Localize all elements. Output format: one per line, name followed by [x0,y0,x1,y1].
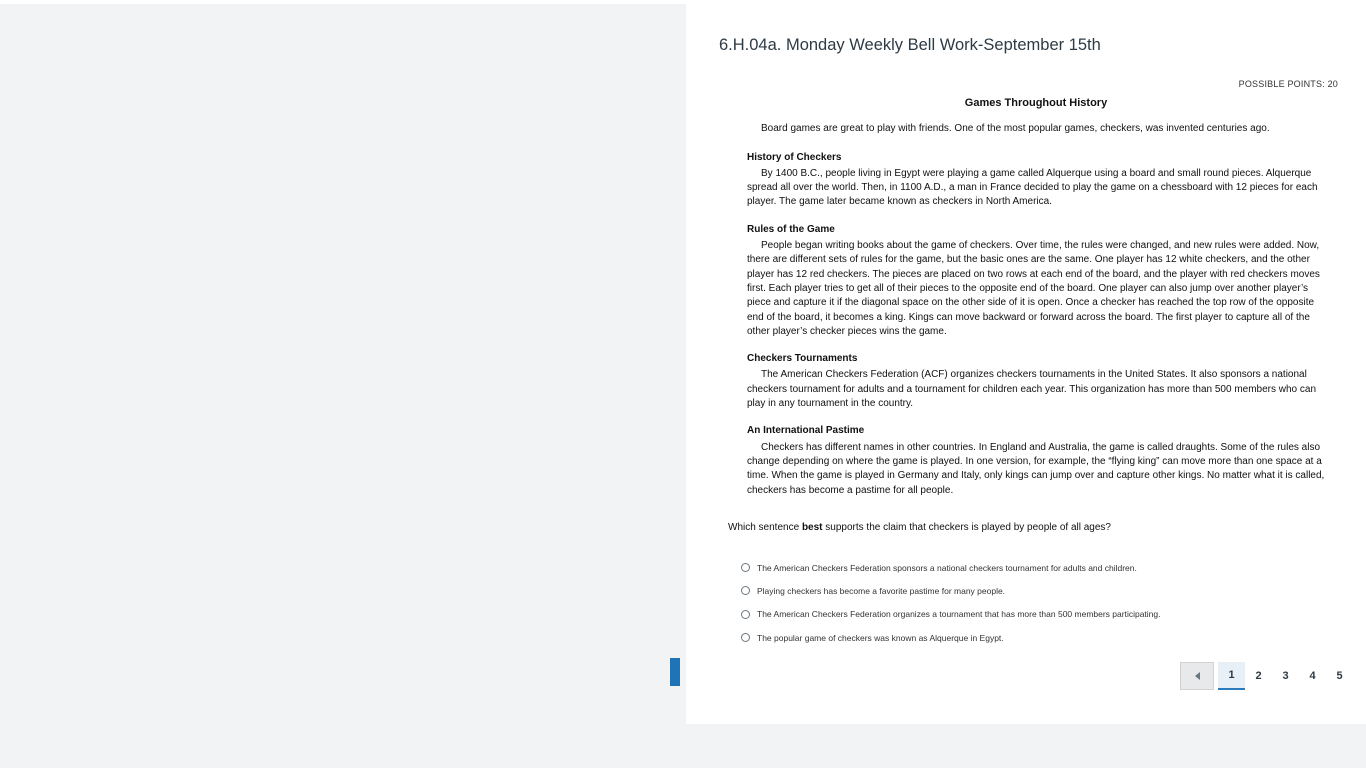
passage-title: Games Throughout History [964,97,1108,109]
passage-intro: Board games are great to play with friends. One of the most popular games, checkers, was invented centuries ago. [761,123,1270,135]
passage-section-tournaments [747,352,1325,411]
reading-passage [747,96,1325,511]
question-emphasis: best [801,522,823,533]
page-4-button[interactable]: 4 [1309,670,1316,682]
previous-page-button[interactable] [1180,662,1214,690]
question-prompt [728,522,1111,533]
answer-label: The American Checkers Federation organizes a tournament that has more than 500 members participating. [757,609,1161,620]
radio-button[interactable] [741,610,750,619]
answer-label: The popular game of checkers was known as Alquerque in Egypt. [757,632,1004,643]
question-pagination [1180,661,1353,691]
section-heading: Checkers Tournaments [747,353,858,365]
page-1-button[interactable]: 1 [1218,662,1245,690]
section-heading: History of Checkers [747,151,842,163]
section-body: The American Checkers Federation (ACF) organizes checkers tournaments in the United States. It also sponsors a national checkers tournament for adults and a tournament for children each year. This organization has more than 500 members who can play in any tournament in the country. [747,369,1317,410]
triangle-left-icon [1195,672,1200,680]
section-heading: Rules of the Game [747,223,835,235]
page-2-button[interactable]: 2 [1255,670,1262,682]
possible-points: POSSIBLE POINTS: 20 [1238,79,1338,89]
page-5-button[interactable]: 5 [1336,670,1343,682]
radio-button[interactable] [741,586,750,595]
left-empty-pane [0,4,686,768]
section-body: By 1400 B.C., people living in Egypt were playing a game called Alquerque using a board and small round pieces. Alquerque spread all over the world. Then, in 1100 A.D., a man in France decided to play the game on a chessboard with 12 pieces for each player. The game later became known as checkers in North America. [747,167,1318,208]
answer-option-4[interactable] [741,626,1301,649]
section-heading: An International Pastime [747,425,865,437]
quiz-title: 6.H.04a. Monday Weekly Bell Work-September 15th [719,36,1101,54]
section-body: Checkers has different names in other countries. In England and Australia, the game is called draughts. Some of the rules also change depending on where the game is played. In one version, for example, the “flying king” can move more than one space at a time. When the game is played in Germany and Italy, only kings can jump over and capture other kings. No matter what it is called, checkers has become a pastime for all people. [747,441,1325,496]
section-body: People began writing books about the game of checkers. Over time, the rules were changed, and new rules were added. Now, there are different sets of rules for the game, but the basic ones are the same. One player has 12 white checkers, and the other player has 12 red checkers. The pieces are placed on two rows at each end of the board, and the player with red checkers moves first. Each player tries to get all of their pieces to the opposite end of the board. One player can also jump over another player’s piece and capture it if the diagonal space on the other side of it is open. Once a checker has reached the top row of the opposite end of the board, it becomes a king. Kings can move backward or forward across the board. The first player to capture all of the other player’s checker pieces wins the game. [747,240,1320,337]
answer-label: The American Checkers Federation sponsors a national checkers tournament for adults and children. [757,562,1137,573]
answer-option-2[interactable] [741,579,1301,602]
passage-section-history [747,151,1325,210]
answer-label: Playing checkers has become a favorite pastime for many people. [757,585,1006,596]
answer-option-1[interactable] [741,556,1301,579]
answer-choices [741,556,1301,649]
answer-option-3[interactable] [741,603,1301,626]
page-3-button[interactable]: 3 [1282,670,1289,682]
radio-button[interactable] [741,633,750,642]
next-button[interactable] [670,658,680,686]
passage-section-rules [747,223,1325,339]
question-text-after: supports the claim that checkers is played by people of all ages? [822,522,1111,533]
quiz-pane [686,4,1366,724]
passage-section-pastime [747,424,1325,497]
radio-button[interactable] [741,563,750,572]
question-text-before: Which sentence [728,522,802,533]
